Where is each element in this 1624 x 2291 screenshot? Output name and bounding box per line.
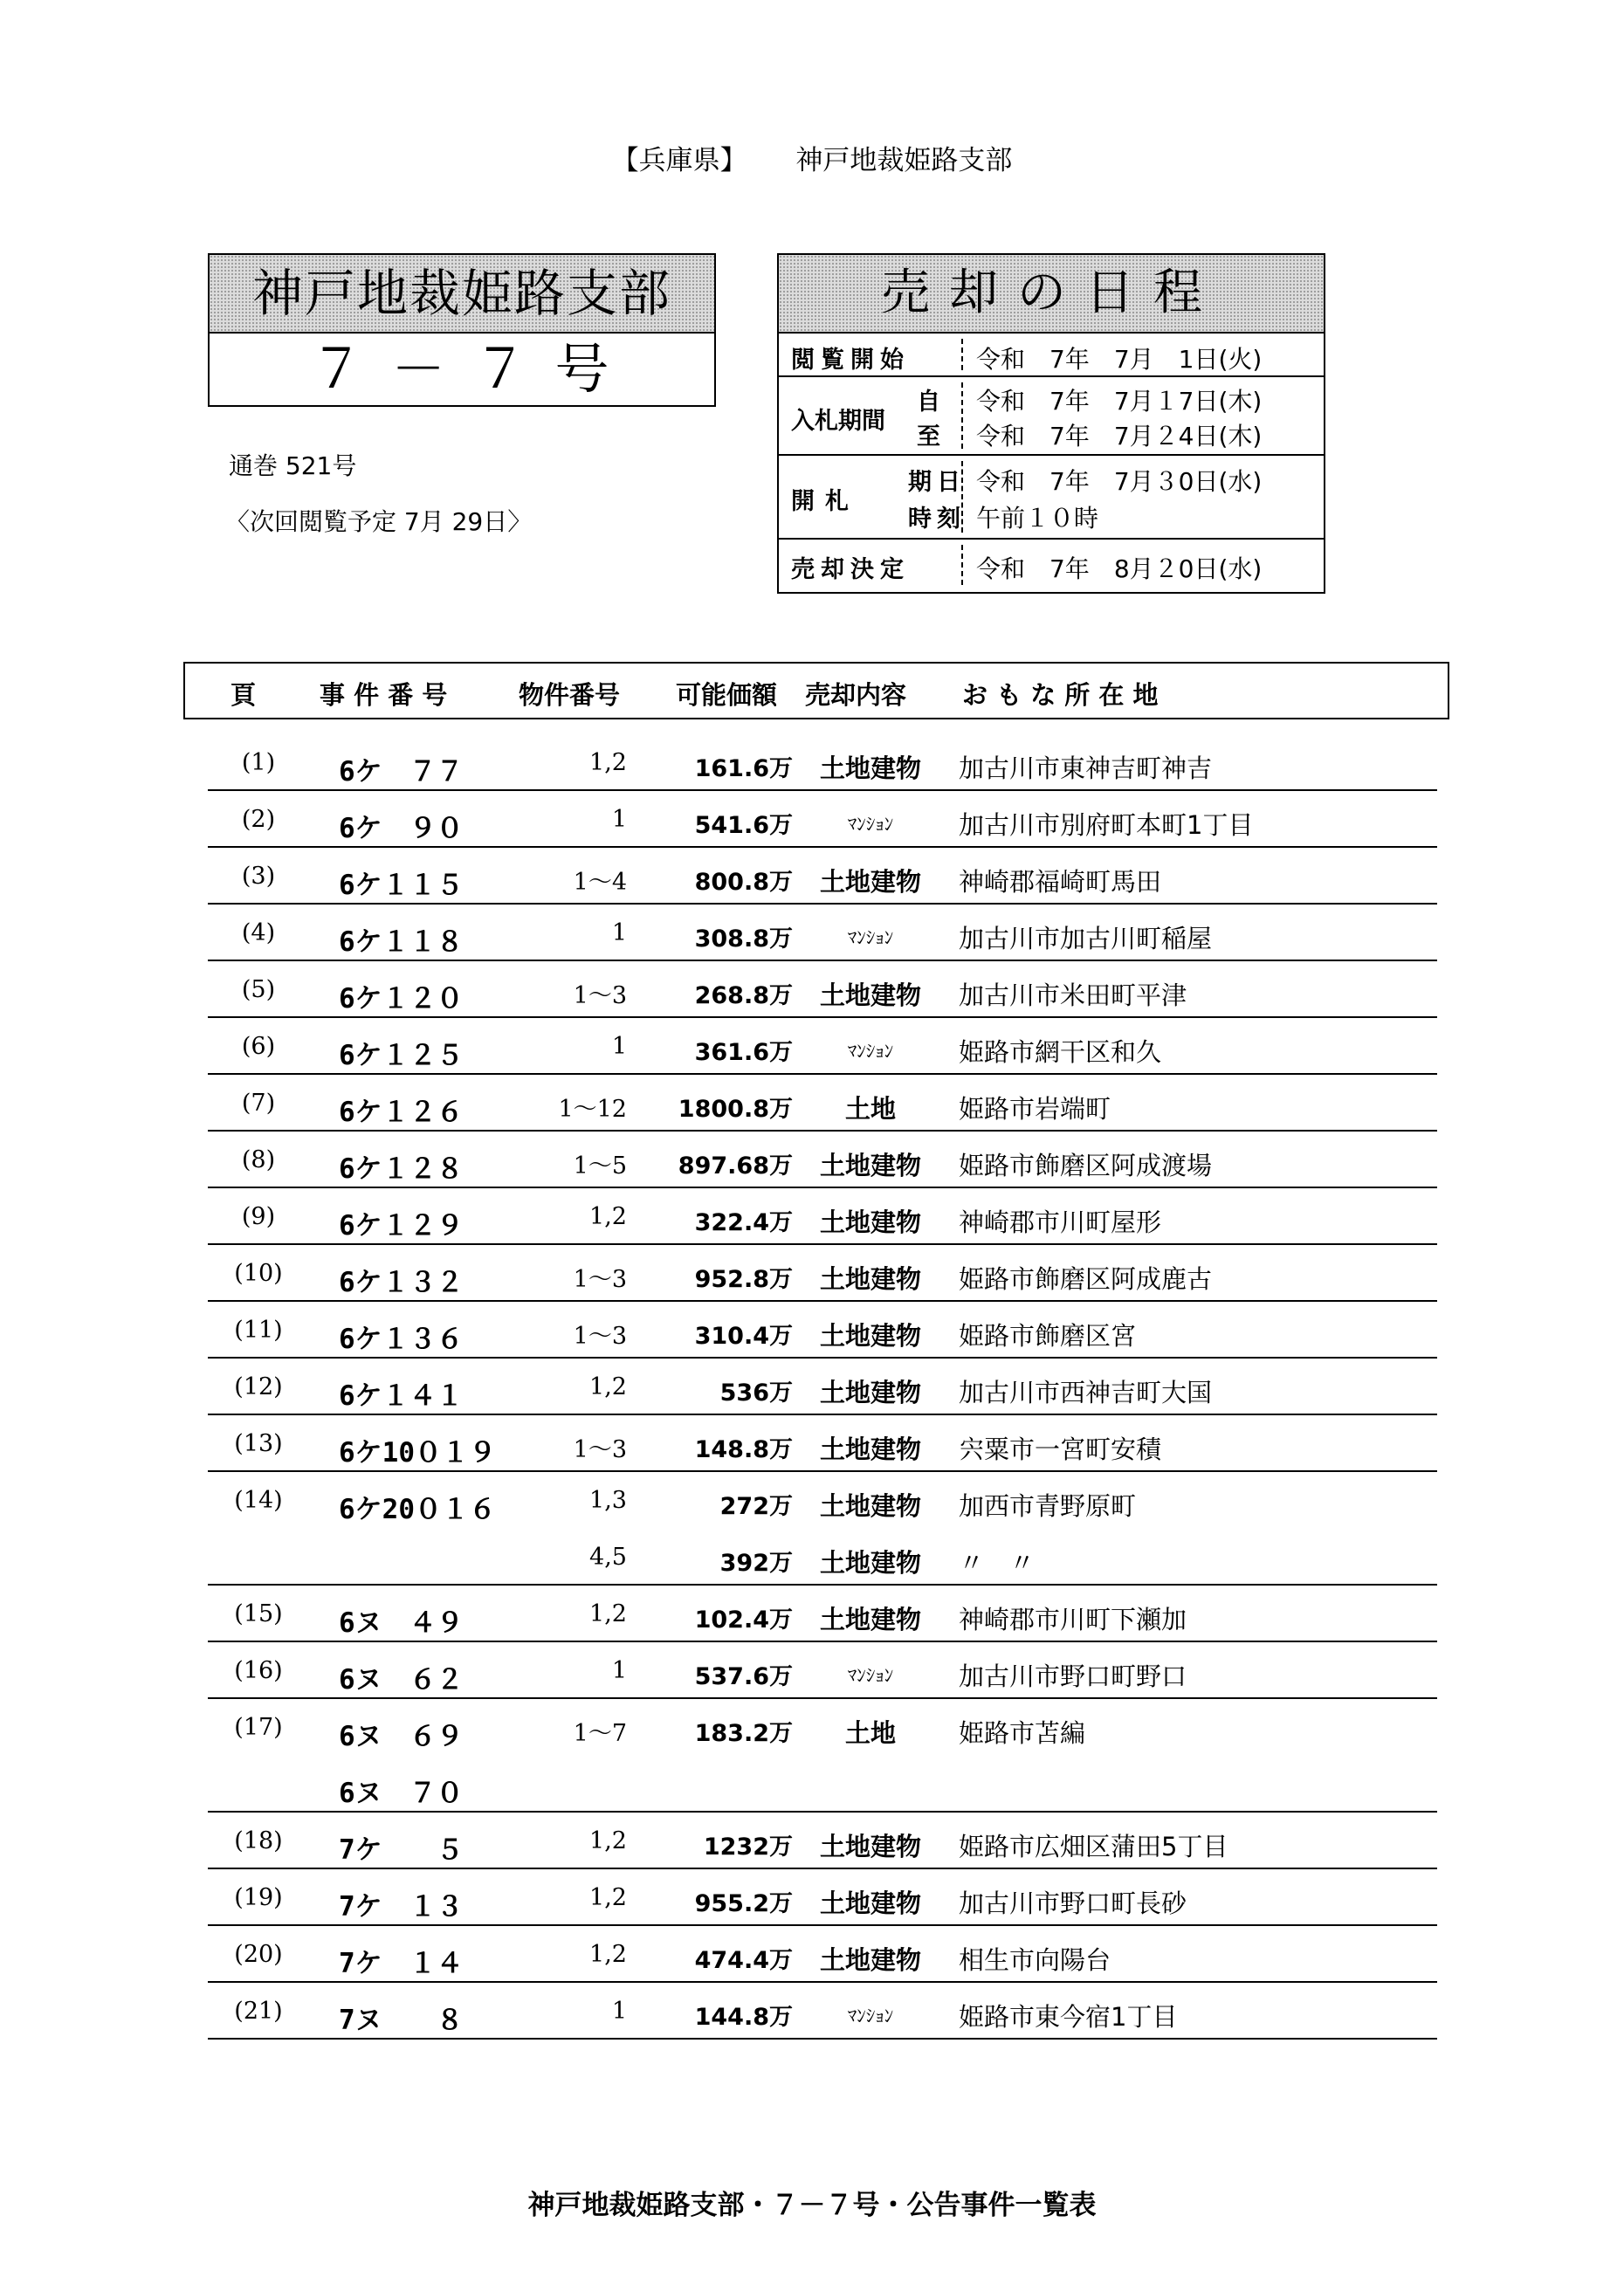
schedule-row-decision: [779, 540, 1324, 590]
bid-from-date: 令和 7年 7月１7日(木): [976, 387, 1263, 416]
minimum-price: 952.8万: [694, 1266, 793, 1293]
page-number: (5): [241, 976, 276, 1003]
case-number: 6ケ ９０: [339, 813, 464, 844]
minimum-price: 392万: [719, 1550, 793, 1577]
table-row: [208, 1982, 1437, 2040]
property-number: 1,2: [589, 1884, 627, 1911]
case-number: 6ケ１３６: [339, 1324, 464, 1355]
table-row: [208, 1585, 1437, 1642]
table-row: [208, 1528, 1437, 1586]
location: 姫路市飾磨区阿成渡場: [959, 1151, 1213, 1180]
next-viewing-date: 〈次回閲覧予定 7月 29日〉: [225, 507, 533, 536]
case-number: 7ケ １３: [339, 1891, 464, 1923]
sale-schedule-box: [777, 253, 1325, 594]
table-row: [208, 1358, 1437, 1415]
property-number: 1: [611, 1033, 627, 1060]
minimum-price: 310.4万: [694, 1323, 793, 1350]
sale-type: 土地建物: [819, 1605, 921, 1634]
property-number: 1～3: [573, 1436, 627, 1463]
page-number: (9): [241, 1203, 276, 1230]
location: 姫路市苫編: [959, 1718, 1086, 1748]
page-number: (17): [234, 1714, 283, 1741]
divider: [961, 461, 963, 533]
case-number: 6ケ１２５: [339, 1040, 464, 1071]
minimum-price: 537.6万: [694, 1663, 793, 1690]
location: 神崎郡市川町下瀬加: [959, 1605, 1187, 1634]
page-number: (18): [234, 1827, 283, 1854]
minimum-price: 955.2万: [694, 1890, 793, 1917]
location: 姫路市飾磨区宮: [959, 1321, 1137, 1351]
case-number: 6ケ１１８: [339, 926, 464, 958]
opening-time: 午前１０時: [976, 504, 1099, 533]
case-number: 6ケ１２９: [339, 1210, 464, 1242]
minimum-price: 897.68万: [678, 1152, 793, 1180]
table-row: [208, 1471, 1437, 1527]
property-number: 1～12: [558, 1096, 627, 1123]
location: 相生市向陽台: [959, 1945, 1111, 1975]
sale-type: 土地建物: [819, 1548, 921, 1578]
schedule-row-bidding: [779, 377, 1324, 456]
location: 加古川市加古川町稲屋: [959, 924, 1213, 953]
minimum-price: 308.8万: [694, 925, 793, 953]
case-number: 7ケ ５: [339, 1834, 464, 1866]
location: 加古川市米田町平津: [959, 980, 1187, 1010]
bid-to-date: 令和 7年 7月２4日(木): [976, 422, 1263, 451]
table-row: [208, 1131, 1437, 1188]
page-number: (10): [234, 1260, 283, 1287]
schedule-title: 売却の日程: [779, 255, 1324, 334]
sale-type: 土地建物: [819, 753, 921, 783]
property-number: 1,2: [589, 1941, 627, 1968]
case-number: 6ケ１４１: [339, 1380, 464, 1412]
minimum-price: 183.2万: [694, 1720, 793, 1747]
table-row: [208, 1074, 1437, 1132]
page-footer: 神戸地裁姫路支部・７－７号・公告事件一覧表: [527, 2190, 1097, 2221]
property-number: 1～3: [573, 1323, 627, 1350]
location: 神崎郡福崎町馬田: [959, 867, 1162, 897]
location: 加古川市野口町長砂: [959, 1889, 1187, 1918]
issue-number: ７ － ７ 号: [309, 337, 615, 401]
page-number: (19): [234, 1884, 283, 1911]
minimum-price: 102.4万: [694, 1606, 793, 1634]
location: 宍粟市一宮町安積: [959, 1434, 1162, 1464]
location: 姫路市広畑区蒲田5丁目: [959, 1832, 1228, 1861]
property-number: 1,2: [589, 1827, 627, 1854]
page-number: (1): [241, 749, 276, 776]
property-number: 1,2: [589, 1600, 627, 1627]
case-number: 6ヌ ４９: [339, 1607, 464, 1639]
opening-date: 令和 7年 7月３0日(水): [976, 467, 1263, 496]
table-row: [208, 960, 1437, 1018]
property-number: 1～5: [573, 1152, 627, 1180]
court-title-box: [208, 253, 716, 407]
table-row: [208, 1812, 1437, 1869]
sale-type: 土地建物: [819, 1151, 921, 1180]
minimum-price: 322.4万: [694, 1209, 793, 1236]
property-number: 1,2: [589, 1203, 627, 1230]
prefecture-label: 【兵庫県】: [611, 145, 747, 176]
property-number: 1,2: [589, 1373, 627, 1400]
property-number: 1,2: [589, 749, 627, 776]
schedule-row-opening: [779, 456, 1324, 540]
sale-type: 土地建物: [819, 1832, 921, 1861]
table-row: [208, 1244, 1437, 1302]
minimum-price: 161.6万: [694, 755, 793, 782]
sale-type: 土地建物: [819, 1889, 921, 1918]
minimum-price: 272万: [719, 1493, 793, 1520]
sale-type: 土地: [844, 1094, 896, 1124]
sale-type: 土地建物: [819, 1207, 921, 1237]
divider: [961, 339, 963, 370]
case-number: 6ケ ７７: [339, 756, 464, 788]
property-number: 4,5: [589, 1544, 627, 1571]
case-number: 6ケ１２０: [339, 983, 464, 1015]
table-row: [208, 1755, 1437, 1813]
header-location: お も な 所 在 地: [962, 680, 1159, 710]
table-row: [208, 1301, 1437, 1359]
case-number: 6ケ１２６: [339, 1097, 464, 1128]
location: 姫路市東今宿1丁目: [959, 2002, 1178, 2032]
table-row: [208, 1641, 1437, 1699]
table-header: [183, 662, 1449, 719]
sale-type: ﾏﾝｼｮﾝ: [847, 927, 894, 948]
page-number: (7): [241, 1090, 276, 1117]
viewing-label: 閲覧開始: [791, 347, 910, 374]
case-number: 7ケ １４: [339, 1948, 464, 1979]
page-number: (15): [234, 1600, 283, 1627]
sale-type: ﾏﾝｼｮﾝ: [847, 1041, 894, 1062]
page-number: (2): [241, 806, 276, 833]
viewing-date: 令和 7年 7月 1日(火): [976, 345, 1263, 374]
sale-type: 土地建物: [819, 1945, 921, 1975]
case-number: 6ケ20０１６: [339, 1494, 496, 1525]
property-number: 1: [611, 806, 627, 833]
minimum-price: 144.8万: [694, 2004, 793, 2031]
property-number: 1～3: [573, 982, 627, 1009]
page-number: (14): [234, 1487, 283, 1514]
bid-to-label: 至: [917, 423, 940, 451]
location: 神崎郡市川町屋形: [959, 1207, 1162, 1237]
property-number: 1: [611, 1657, 627, 1684]
location: 加古川市別府町本町1丁目: [959, 810, 1254, 840]
minimum-price: 800.8万: [694, 869, 793, 896]
case-number: 6ヌ ６２: [339, 1664, 464, 1696]
location: 姫路市網干区和久: [959, 1037, 1162, 1067]
opening-date-label: 期日: [908, 469, 966, 496]
court-name: 神戸地裁姫路支部: [210, 255, 714, 334]
opening-time-label: 時刻: [908, 506, 966, 533]
sale-type: ﾏﾝｼｮﾝ: [847, 2005, 894, 2026]
location: 姫路市飾磨区阿成鹿古: [959, 1264, 1213, 1294]
property-number: 1～7: [573, 1720, 627, 1747]
header-price: 可能価額: [676, 680, 778, 710]
opening-label: 開札: [791, 488, 859, 515]
page-number: (4): [241, 919, 276, 946]
header-page: 頁: [231, 680, 257, 710]
header-type: 売却内容: [805, 680, 907, 710]
sale-type: 土地建物: [819, 1378, 921, 1407]
volume-number: 通巻 521号: [229, 451, 357, 480]
property-number: 1～3: [573, 1266, 627, 1293]
sale-type: 土地建物: [819, 1434, 921, 1464]
sale-type: 土地建物: [819, 867, 921, 897]
case-number: 6ヌ ７０: [339, 1778, 464, 1809]
table-row: [208, 733, 1437, 791]
page-number: (21): [234, 1998, 283, 2025]
minimum-price: 474.4万: [694, 1947, 793, 1974]
case-number: 6ケ１１５: [339, 870, 464, 901]
decision-label: 売却決定: [791, 556, 910, 583]
minimum-price: 536万: [719, 1379, 793, 1407]
property-number: 1: [611, 919, 627, 946]
minimum-price: 268.8万: [694, 982, 793, 1009]
property-number: 1～4: [573, 869, 627, 896]
location: 加古川市野口町野口: [959, 1661, 1187, 1691]
minimum-price: 541.6万: [694, 812, 793, 839]
table-row: [208, 1187, 1437, 1245]
table-row: [208, 1868, 1437, 1926]
court-label: 神戸地裁姫路支部: [795, 145, 1013, 176]
location: 〃 〃: [959, 1548, 1036, 1578]
property-number: 1: [611, 1998, 627, 2025]
table-row: [208, 1414, 1437, 1472]
minimum-price: 148.8万: [694, 1436, 793, 1463]
sale-type: 土地建物: [819, 1321, 921, 1351]
table-row: [208, 904, 1437, 961]
header-property-no: 物件番号: [519, 680, 621, 710]
page-number: (3): [241, 863, 276, 890]
decision-date: 令和 7年 8月２0日(水): [976, 554, 1263, 583]
divider: [961, 382, 963, 449]
divider: [961, 545, 963, 585]
table-row: [208, 847, 1437, 905]
page-number: (6): [241, 1033, 276, 1060]
table-row: [208, 1925, 1437, 1983]
location: 加西市青野原町: [959, 1491, 1137, 1521]
case-number: 6ケ１２８: [339, 1153, 464, 1185]
minimum-price: 1800.8万: [678, 1096, 793, 1123]
page-number: (20): [234, 1941, 283, 1968]
page-number: (11): [234, 1317, 283, 1344]
sale-type: 土地建物: [819, 1264, 921, 1294]
property-number: 1,3: [589, 1487, 627, 1514]
bid-from-label: 自: [917, 389, 940, 416]
location: 加古川市西神吉町大国: [959, 1378, 1213, 1407]
minimum-price: 1232万: [703, 1833, 793, 1861]
table-row: [208, 1017, 1437, 1075]
table-row: [208, 1698, 1437, 1754]
page-number: (16): [234, 1657, 283, 1684]
case-number: 7ヌ ８: [339, 2005, 464, 2036]
location: 姫路市岩端町: [959, 1094, 1111, 1124]
case-number: 6ケ１３２: [339, 1267, 464, 1298]
page-number: (13): [234, 1430, 283, 1457]
schedule-row-viewing: [779, 334, 1324, 377]
location: 加古川市東神吉町神吉: [959, 753, 1213, 783]
page-number: (12): [234, 1373, 283, 1400]
minimum-price: 361.6万: [694, 1039, 793, 1066]
sale-type: ﾏﾝｼｮﾝ: [847, 814, 894, 835]
table-row: [208, 790, 1437, 848]
header-case-no: 事 件 番 号: [320, 680, 448, 710]
page-number: (8): [241, 1146, 276, 1173]
page-header: [0, 138, 1624, 177]
case-number: 6ヌ ６９: [339, 1721, 464, 1752]
sale-type: 土地建物: [819, 980, 921, 1010]
sale-type: ﾏﾝｼｮﾝ: [847, 1665, 894, 1686]
case-number: 6ケ10０１９: [339, 1437, 496, 1469]
bid-period-label: 入札期間: [791, 408, 885, 435]
sale-type: 土地: [844, 1718, 896, 1748]
sale-type: 土地建物: [819, 1491, 921, 1521]
